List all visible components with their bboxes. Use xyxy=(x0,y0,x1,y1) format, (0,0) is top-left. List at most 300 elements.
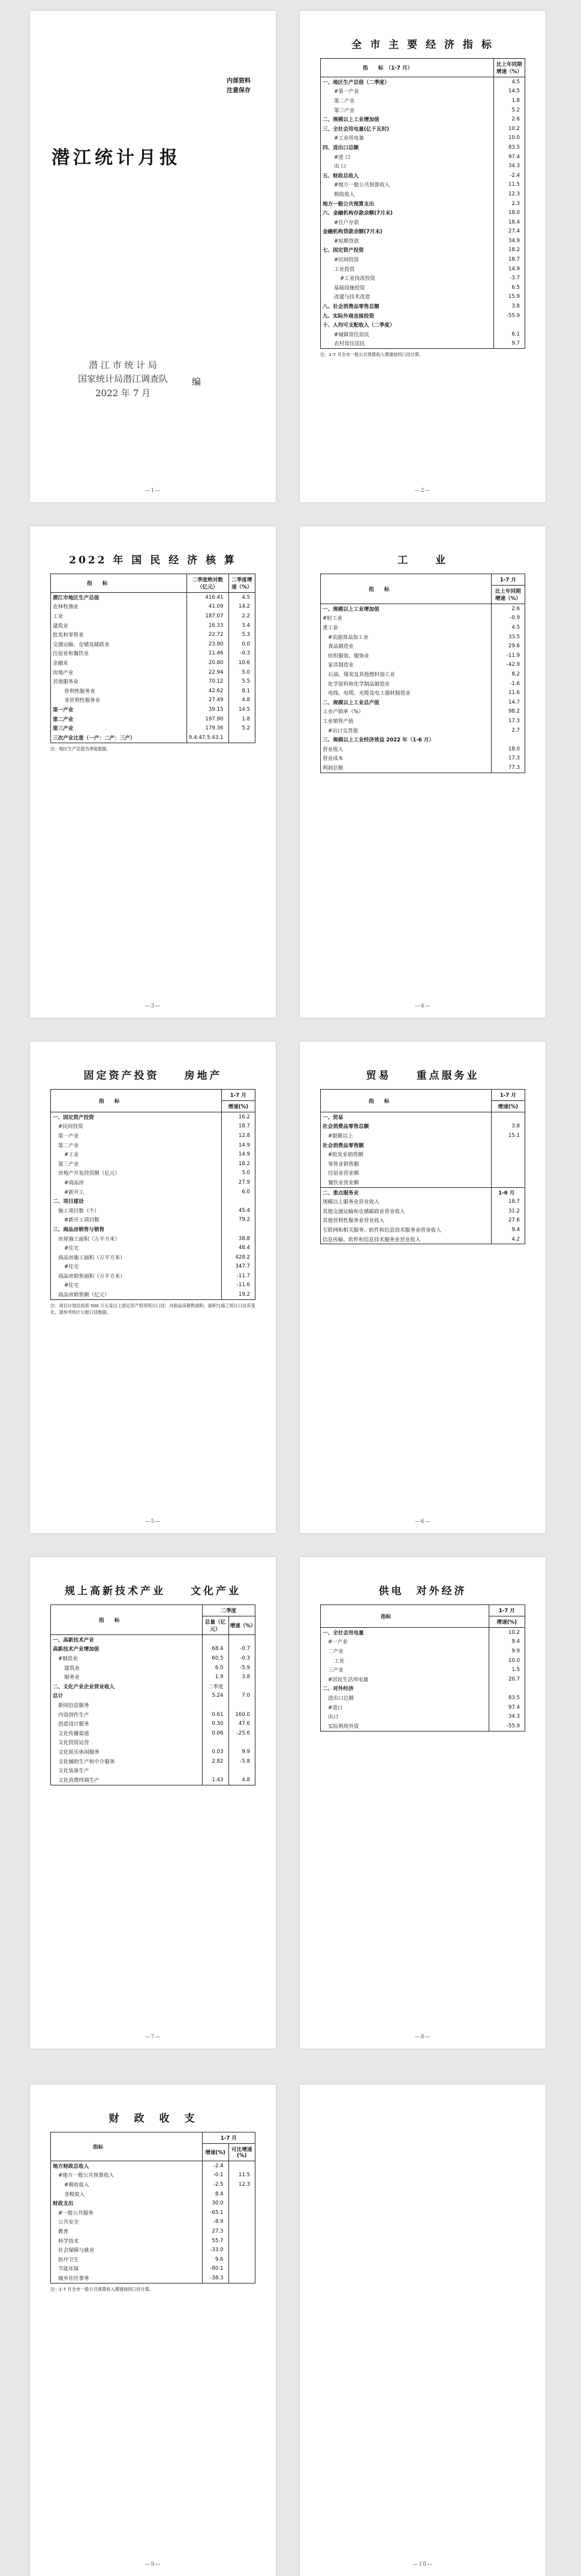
investment-table xyxy=(51,1090,255,1299)
table-row xyxy=(321,698,525,707)
table-row xyxy=(321,134,525,143)
row-label: 新闻信息服务 xyxy=(58,1702,89,1709)
row-value: 5.0 xyxy=(228,668,255,677)
row-label: #住宅 xyxy=(64,1245,79,1252)
trade-table xyxy=(321,1090,525,1244)
row-value: 38.8 xyxy=(221,1234,255,1244)
table-row xyxy=(51,1747,255,1757)
table-row xyxy=(321,1693,525,1703)
page-number: —8— xyxy=(414,2034,431,2040)
row-value xyxy=(491,1159,525,1169)
page-1-cover xyxy=(30,11,276,502)
row-value: 7.0 xyxy=(228,1691,255,1701)
table-row xyxy=(321,1216,525,1226)
table-row xyxy=(51,1654,255,1663)
table-row xyxy=(321,1150,525,1159)
row-label: 社会消费品零售额 xyxy=(323,1142,364,1149)
row-label: 金融业 xyxy=(53,660,68,666)
row-value: 30.0 xyxy=(202,2198,228,2208)
row-value xyxy=(228,2255,255,2264)
row-label: #民间投资 xyxy=(334,257,359,264)
row-value: 22.72 xyxy=(186,630,228,640)
hightech-table-frame xyxy=(50,1604,255,1785)
row-label: 规模以上服务业营业收入 xyxy=(323,1199,380,1206)
table-row xyxy=(321,311,525,321)
table-row xyxy=(321,236,525,246)
row-label: 四、进出口总额 xyxy=(323,144,359,151)
table-row xyxy=(321,1122,525,1132)
row-label: 交通运输、仓储及邮政业 xyxy=(53,641,110,648)
row-label: #工业技改投资 xyxy=(340,276,375,282)
row-label: 电线、电缆、光缆及电工器材制造业 xyxy=(328,690,411,697)
row-value: 27.4 xyxy=(493,227,525,237)
row-value: 18.0 xyxy=(493,208,525,218)
row-label: 其他交通运输和仓储邮政业营业收入 xyxy=(323,1208,405,1215)
row-value: 14.9 xyxy=(493,264,525,274)
row-value: 10.2 xyxy=(489,1628,525,1637)
row-label: 家具制造业 xyxy=(328,662,354,669)
row-label: 零售业销售额 xyxy=(328,1161,359,1168)
row-value: 3.4 xyxy=(228,621,255,631)
row-label: 房屋施工面积（万平方米） xyxy=(58,1236,121,1242)
table-row xyxy=(321,114,525,124)
table-row xyxy=(321,227,525,237)
table-row xyxy=(51,2198,255,2208)
row-value: 9.7 xyxy=(493,339,525,349)
row-value: -38.3 xyxy=(202,2273,228,2283)
row-value: 4.8 xyxy=(228,1775,255,1785)
table-row xyxy=(321,180,525,190)
row-label: 第二产业 xyxy=(334,98,355,104)
page-number: —3— xyxy=(145,1003,161,1009)
row-value: 9.9 xyxy=(489,1646,525,1656)
table-row xyxy=(321,614,525,623)
row-label: #工业用电量 xyxy=(334,135,365,142)
page-10-blank xyxy=(300,2085,546,2576)
page-number: —7— xyxy=(145,2034,161,2040)
table-row xyxy=(321,330,525,339)
row-label: #出口交货值 xyxy=(328,728,359,734)
row-value xyxy=(228,1682,255,1691)
row-value: 0.06 xyxy=(202,1729,228,1738)
row-label: 教育 xyxy=(58,2228,69,2235)
row-value: 39.15 xyxy=(186,705,228,714)
table-row xyxy=(51,1663,255,1673)
table-row xyxy=(51,1131,255,1141)
page-title: 2022 年 国 民 经 济 核 算 xyxy=(69,554,237,566)
row-label: 八、社会消费品零售总额 xyxy=(323,304,380,310)
table-row xyxy=(321,679,525,689)
row-label: 科学技术 xyxy=(58,2238,79,2245)
row-label: 二、规模以上工业增加值 xyxy=(323,117,380,123)
row-label: 其他营利性服务业营业收入 xyxy=(323,1218,385,1224)
row-value: 2.2 xyxy=(228,611,255,621)
table-row xyxy=(321,1225,525,1235)
row-label: 营利性服务业 xyxy=(64,688,95,695)
table-row xyxy=(51,668,255,677)
row-label: 文化传播渠道 xyxy=(58,1730,89,1737)
row-label: #新开工 xyxy=(64,1189,84,1196)
row-value: 3.8 xyxy=(493,301,525,311)
row-value xyxy=(491,1112,525,1122)
col-header-indicator: 指 标 xyxy=(321,1090,491,1112)
row-label: 第三产业 xyxy=(53,726,74,732)
table-row xyxy=(321,171,525,180)
col-header-period: 1-7 月 xyxy=(202,2132,255,2144)
page-2-main-indicators xyxy=(300,11,546,502)
row-value xyxy=(202,1635,228,1645)
table-row xyxy=(321,632,525,642)
page-6-trade-services xyxy=(300,1042,546,1533)
table-row xyxy=(51,1187,255,1197)
table-row xyxy=(321,1169,525,1178)
row-value: 79.2 xyxy=(221,1215,255,1225)
cover-org-bureau: 潜 江 市 统 计 局 xyxy=(89,360,157,370)
table-row xyxy=(321,1646,525,1656)
table-row xyxy=(51,1645,255,1654)
row-value: 83.5 xyxy=(489,1693,525,1703)
row-value: 16.33 xyxy=(186,621,228,631)
row-label: 营业收入 xyxy=(323,746,344,753)
row-label: 社会消费品零售总额 xyxy=(323,1124,369,1130)
row-label: 三次产业比重（一产：二产：三产） xyxy=(53,735,136,741)
table-row xyxy=(321,623,525,632)
row-value xyxy=(228,2227,255,2236)
row-label: 建筑业 xyxy=(64,1665,80,1672)
page-number: —5— xyxy=(145,1519,161,1525)
row-value: 34.3 xyxy=(489,1712,525,1721)
table-row xyxy=(51,686,255,696)
table-row xyxy=(51,1215,255,1225)
table-note: 注：1-7 月全市一般公共预算收入增速按同口径计算。 xyxy=(50,2286,154,2292)
col-header-indicator: 指 标 xyxy=(51,574,186,593)
row-label: #限额以上 xyxy=(328,1133,353,1139)
row-label: 非营利性服务业 xyxy=(64,698,101,704)
row-value: -8.9 xyxy=(202,2218,228,2227)
row-label: #税收收入 xyxy=(64,2182,89,2188)
page-3-gdp-accounting xyxy=(30,526,276,1018)
table-row xyxy=(321,735,525,744)
col-header-quarter: 二季度 xyxy=(202,1605,255,1616)
table-row xyxy=(51,705,255,714)
row-value: -80.1 xyxy=(202,2264,228,2274)
table-row xyxy=(321,726,525,735)
table-row xyxy=(51,1150,255,1159)
table-row xyxy=(51,1224,255,1234)
row-value: 12.8 xyxy=(221,1131,255,1141)
table-row xyxy=(51,640,255,649)
row-value: 179.36 xyxy=(186,723,228,733)
row-label: 一、地区生产总值（二季度） xyxy=(323,79,390,86)
table-row xyxy=(321,651,525,660)
page-number: —2— xyxy=(414,488,431,494)
row-value: 9.9 xyxy=(228,1747,255,1757)
table-row xyxy=(51,1169,255,1178)
col-header-growth: 增速(%) xyxy=(202,2144,228,2161)
table-row xyxy=(51,1112,255,1122)
row-value: 0.61 xyxy=(202,1710,228,1720)
table-row xyxy=(321,124,525,134)
row-value: 16.2 xyxy=(221,1112,255,1122)
row-value: 12.3 xyxy=(228,2180,255,2189)
table-row xyxy=(51,2264,255,2274)
row-value: 70.12 xyxy=(186,677,228,686)
row-value: 5.0 xyxy=(221,1169,255,1178)
page-title: 供电 对外经济 xyxy=(378,1585,467,1597)
row-value: 9.4:47.5:43.1 xyxy=(186,733,228,743)
row-value: 2.82 xyxy=(202,1757,228,1766)
page-number: —6— xyxy=(414,1519,431,1525)
trade-table-frame xyxy=(320,1089,525,1244)
row-value: 18.7 xyxy=(493,255,525,264)
page-title: 固定资产投资 房地产 xyxy=(83,1070,222,1082)
gdp-table-frame xyxy=(50,574,255,743)
col-header-indicator: 指 标 xyxy=(51,1090,221,1112)
row-label: 施工项目数（个） xyxy=(58,1208,100,1214)
table-row xyxy=(51,1672,255,1682)
row-value xyxy=(228,2273,255,2283)
row-value: 98.2 xyxy=(491,707,525,717)
row-label: 地方财政总收入 xyxy=(53,2163,89,2170)
investment-table-frame xyxy=(50,1089,255,1300)
table-row xyxy=(321,255,525,264)
table-row xyxy=(51,1271,255,1281)
row-value: -0.1 xyxy=(202,2171,228,2180)
table-row xyxy=(321,199,525,209)
row-value: -1.6 xyxy=(491,679,525,689)
row-value: 5.24 xyxy=(202,1691,228,1701)
table-row xyxy=(321,301,525,311)
cover-title: 潜江统计月报 xyxy=(52,147,181,168)
col-header-growth: 增速(%) xyxy=(221,1101,255,1112)
row-label: #工业 xyxy=(64,1152,79,1159)
row-label: 农村常住居民 xyxy=(334,341,365,348)
row-value: -2.4 xyxy=(493,171,525,180)
row-value: 47.6 xyxy=(228,1719,255,1729)
row-value xyxy=(491,1141,525,1150)
page-9-fiscal xyxy=(30,2085,276,2576)
row-value xyxy=(228,1766,255,1775)
row-label: 第一产业 xyxy=(58,1133,79,1139)
row-value xyxy=(228,1700,255,1710)
row-value: 60.5 xyxy=(202,1654,228,1663)
row-value: -2.4 xyxy=(202,2161,228,2171)
row-value: 17.3 xyxy=(491,716,525,726)
row-value: 187.07 xyxy=(186,611,228,621)
table-row xyxy=(321,161,525,171)
row-value: 4.5 xyxy=(493,77,525,87)
row-label: #批发业销售额 xyxy=(328,1152,363,1159)
row-value xyxy=(228,2264,255,2274)
row-value: 12.3 xyxy=(493,189,525,199)
row-label: 第二产业 xyxy=(53,716,74,723)
page-number: —9— xyxy=(145,2562,161,2568)
row-value: 5.5 xyxy=(228,677,255,686)
row-label: 六、金融机构存款余额(7月末) xyxy=(323,210,393,217)
row-value: 11.46 xyxy=(186,649,228,659)
row-value: 8.4 xyxy=(202,2189,228,2199)
row-label: 二、文化产业企业营业收入 xyxy=(53,1684,115,1690)
table-row xyxy=(321,77,525,87)
row-value: 6.0 xyxy=(202,1663,228,1673)
row-value: 2.7 xyxy=(491,726,525,735)
row-label: #短期贷款 xyxy=(334,238,359,245)
row-value: 68.4 xyxy=(202,1645,228,1654)
row-value xyxy=(491,735,525,744)
row-value: 1.8 xyxy=(493,96,525,105)
cover-tags xyxy=(227,77,251,96)
row-label: 城乡社区事务 xyxy=(58,2275,89,2282)
row-label: 文化投资运营 xyxy=(58,1740,89,1747)
row-value: 27.9 xyxy=(221,1178,255,1187)
row-label: 化学原料和化学制品制造业 xyxy=(328,681,390,687)
industry-table-frame xyxy=(320,574,525,773)
col-header-growth: 增速(%) xyxy=(489,1616,525,1628)
row-label: #农副食品加工业 xyxy=(328,634,369,641)
row-value: 0.0 xyxy=(228,640,255,649)
table-row xyxy=(321,1637,525,1647)
table-row xyxy=(51,1262,255,1272)
row-label: 农林牧渔业 xyxy=(53,604,79,611)
row-value: 19.2 xyxy=(221,1290,255,1299)
row-value: 83.5 xyxy=(493,143,525,152)
row-value: -0.3 xyxy=(228,1654,255,1663)
row-value: 3.8 xyxy=(491,1122,525,1132)
row-value xyxy=(228,2236,255,2246)
row-value: 41.09 xyxy=(186,602,228,612)
row-label: 高新技术产业增加值 xyxy=(53,1646,100,1653)
row-label: 房地产开发投资额（亿元） xyxy=(58,1171,121,1177)
row-value: 14.5 xyxy=(228,705,255,714)
row-value: -0.7 xyxy=(228,1645,255,1654)
table-row xyxy=(51,621,255,631)
table-row xyxy=(51,1196,255,1206)
page-number: —4— xyxy=(414,1003,431,1009)
row-value: 18.7 xyxy=(221,1122,255,1132)
table-row xyxy=(51,1729,255,1738)
row-label: #一般公共服务 xyxy=(58,2210,94,2216)
table-row xyxy=(51,714,255,724)
page-title: 贸易 重点服务业 xyxy=(366,1070,480,1082)
table-row xyxy=(51,2161,255,2171)
hightech-table xyxy=(51,1605,255,1785)
table-row xyxy=(51,602,255,612)
row-value: -5.9 xyxy=(228,1663,255,1673)
row-value: 97.4 xyxy=(493,152,525,162)
row-value: 6.0 xyxy=(221,1187,255,1197)
row-value: -11.7 xyxy=(221,1271,255,1281)
row-label: 创意设计服务 xyxy=(58,1721,89,1728)
table-row xyxy=(321,273,525,283)
table-row xyxy=(321,1684,525,1694)
row-label: #民间投资 xyxy=(58,1124,83,1130)
row-value: 18.7 xyxy=(491,1197,525,1206)
table-row xyxy=(321,1721,525,1731)
table-row xyxy=(321,669,525,679)
table-row xyxy=(321,1131,525,1141)
row-label: 财政支出 xyxy=(53,2201,74,2207)
row-value xyxy=(228,2189,255,2199)
table-row xyxy=(321,1235,525,1244)
row-value: 428.2 xyxy=(221,1253,255,1262)
table-row xyxy=(321,218,525,227)
table-row xyxy=(321,707,525,717)
table-row xyxy=(321,96,525,105)
row-value: -25.6 xyxy=(228,1729,255,1738)
page-5-investment-realestate xyxy=(30,1042,276,1533)
row-label: 食品制造业 xyxy=(328,644,354,650)
table-row xyxy=(51,593,255,602)
row-label: 住宿业和餐饮业 xyxy=(53,651,89,657)
table-row xyxy=(321,641,525,651)
col-header-indicator: 指标 xyxy=(321,1605,489,1628)
table-row xyxy=(321,264,525,274)
table-row xyxy=(51,2218,255,2227)
row-label: 地方一般公共预算支出 xyxy=(323,201,374,207)
table-row xyxy=(51,723,255,733)
table-row xyxy=(51,1775,255,1785)
table-row xyxy=(51,2208,255,2218)
row-label: 十、人均可支配收入（二季度） xyxy=(323,322,395,329)
row-value: -33.0 xyxy=(202,2245,228,2255)
row-value: 27.3 xyxy=(202,2227,228,2236)
row-label: 节能环保 xyxy=(58,2266,79,2273)
table-row xyxy=(321,246,525,255)
row-value: 15.9 xyxy=(493,292,525,302)
col-header-absolute: 二季度绝对数（亿元） xyxy=(186,574,228,593)
row-value: -55.9 xyxy=(489,1721,525,1731)
fiscal-table-frame xyxy=(50,2132,255,2284)
col-header-period: 1-7 月 xyxy=(491,1090,525,1101)
table-row xyxy=(321,189,525,199)
row-value: 1.5 xyxy=(489,1665,525,1675)
row-label: 三、全社会用电量(亿千瓦时) xyxy=(323,126,389,132)
row-value: 14.5 xyxy=(493,87,525,96)
row-value: 4.5 xyxy=(491,623,525,632)
row-value xyxy=(228,2198,255,2208)
row-value: 34.3 xyxy=(493,161,525,171)
row-value: 5.2 xyxy=(228,723,255,733)
row-value xyxy=(228,2161,255,2171)
row-value xyxy=(228,2208,255,2218)
table-row xyxy=(321,1628,525,1637)
row-value: 15.1 xyxy=(491,1131,525,1141)
col-header-growth: 增速（%） xyxy=(228,1616,255,1635)
row-label: 三产业 xyxy=(328,1667,344,1674)
row-value: 77.3 xyxy=(491,763,525,773)
table-row xyxy=(321,143,525,152)
table-row xyxy=(321,208,525,218)
table-row xyxy=(51,2227,255,2236)
row-value xyxy=(221,1224,255,1234)
row-value xyxy=(491,1178,525,1187)
row-label: 三、商品房销售与销售 xyxy=(53,1226,104,1233)
row-value: 18.2 xyxy=(493,246,525,255)
table-row xyxy=(321,1656,525,1666)
row-value xyxy=(493,320,525,330)
row-label: 一、固定资产投资 xyxy=(53,1114,94,1121)
row-value: 4.8 xyxy=(228,696,255,705)
row-value xyxy=(228,1635,255,1645)
row-label: 餐饮业营业额 xyxy=(328,1180,359,1186)
table-row xyxy=(321,1206,525,1216)
row-label: 社会保障与就业 xyxy=(58,2248,95,2254)
row-value: 48.4 xyxy=(221,1243,255,1253)
page-number: —1— xyxy=(145,488,161,494)
table-row xyxy=(51,1682,255,1691)
cover-org-team: 国家统计局潜江调查队 xyxy=(77,373,168,385)
col-header-indicator: 指 标 xyxy=(51,1605,202,1635)
